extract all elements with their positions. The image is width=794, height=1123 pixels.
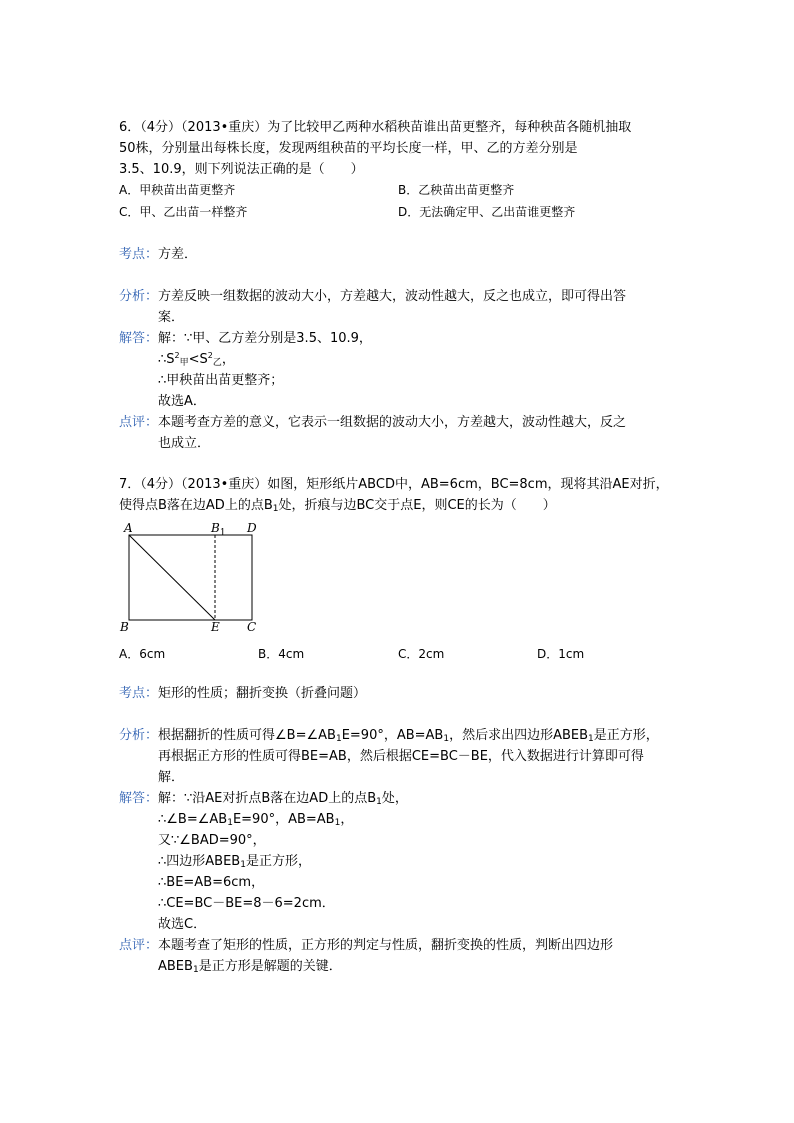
q7-option-c: C．2cm [398, 647, 445, 661]
subscript: 1 [443, 734, 450, 744]
label-e: E [211, 620, 220, 634]
kaodian-label: 考点： [119, 686, 159, 701]
q7-rectangle-figure [115, 520, 265, 635]
fold-line-ae [129, 535, 215, 620]
superscript: 2 [207, 351, 213, 360]
jieda-text: <S [188, 352, 208, 367]
label-b1: $B_1$ [211, 521, 226, 538]
subscript: 1 [192, 965, 199, 975]
q6-option-d: D．无法确定甲、乙出苗谁更整齐 [398, 205, 576, 219]
q7-stem-line: 7．（4分）（2013•重庆）如图，矩形纸片ABCD中，AB=6cm，BC=8cm，现将其沿AE对折， [119, 477, 669, 492]
question-6-stem [119, 117, 679, 180]
q7-option-a: A．6cm [119, 647, 166, 661]
kaodian-text: 矩形的性质；翻折变换（折叠问题） [158, 686, 367, 701]
jieda-text: ∴CE=BC－BE=8－6=2cm． [158, 896, 335, 911]
jieda-text: 故选A． [158, 394, 206, 409]
jieda-text: ∴∠B=∠AB [158, 812, 228, 827]
subscript: 1 [272, 504, 279, 514]
dianping-text: 是正方形是解题的关键． [198, 959, 342, 974]
fenxi-text: 再根据正方形的性质可得BE=AB，然后根据CE=BC－BE，代入数据进行计算即可得 [158, 749, 644, 764]
subscript: 1 [334, 818, 341, 828]
dianping-text: 本题考查方差的意义，它表示一组数据的波动大小，方差越大，波动性越大，反之 [158, 415, 627, 430]
jieda-text: 处， [381, 791, 408, 806]
q6-option-b: B．乙秧苗出苗更整齐 [398, 183, 515, 197]
question-7-stem [119, 474, 679, 516]
jieda-label: 解答： [119, 331, 159, 346]
fenxi-label: 分析： [119, 728, 159, 743]
dianping-text: 也成立． [158, 436, 211, 451]
subscript: 1 [588, 734, 594, 744]
q7-analysis [119, 725, 679, 977]
dianping-text: 本题考查了矩形的性质，正方形的判定与性质，翻折变换的性质，判断出四边形 [158, 938, 614, 953]
q6-analysis [119, 286, 679, 454]
fenxi-text: 根据翻折的性质可得∠B=∠AB [158, 728, 336, 743]
q7-option-d: D．1cm [537, 647, 585, 661]
q6-stem-line: 3.5、10.9，则下列说法正确的是（ ） [119, 162, 364, 177]
q6-kaodian [119, 244, 679, 265]
kaodian-label: 考点： [119, 247, 159, 262]
jieda-line [119, 851, 679, 872]
q7-stem-text: 使得点B落在边AD上的点B [119, 498, 273, 513]
rectangle-abcd [129, 535, 252, 620]
dianping-label: 点评： [119, 938, 159, 953]
fenxi-text: E=90°，AB=AB [341, 728, 444, 743]
jieda-text: ， [221, 352, 235, 367]
label-a: A [124, 521, 133, 535]
dianping-line [119, 956, 679, 977]
q7-stem-text: 处，折痕与边BC交于点E，则CE的长为（ ） [278, 498, 556, 513]
jieda-text: 解：∵甲、乙方差分别是3.5、10.9， [158, 331, 372, 346]
jieda-variance-line [119, 349, 679, 370]
jieda-text: ∴甲秧苗出苗更整齐； [158, 373, 284, 388]
subscript: 1 [376, 797, 382, 807]
q6-option-a: A．甲秧苗出苗更整齐 [119, 183, 236, 197]
label-b: B [120, 620, 129, 634]
q6-stem-line: 6．（4分）（2013•重庆）为了比较甲乙两种水稻秧苗谁出苗更整齐，每种秧苗各随机抽取 [119, 120, 632, 135]
jieda-text: 是正方形， [245, 854, 311, 869]
label-d: D [247, 521, 257, 535]
fenxi-text: 案． [158, 310, 185, 325]
subscript: 1 [335, 734, 342, 744]
jieda-text: 又∵∠BAD=90°， [158, 833, 266, 848]
fenxi-text: 解． [158, 770, 185, 785]
dianping-label: 点评： [119, 415, 159, 430]
subscript: 1 [240, 860, 246, 870]
q6-stem-line: 50株，分别量出每株长度，发现两组秧苗的平均长度一样，甲、乙的方差分别是 [119, 141, 578, 156]
subscript: 1 [227, 818, 233, 828]
jieda-line [119, 809, 679, 830]
kaodian-text: 方差． [158, 247, 198, 262]
fenxi-text: ，然后求出四边形ABEB [449, 728, 589, 743]
jieda-text: E=90°，AB=AB [232, 812, 335, 827]
fenxi-label: 分析： [119, 289, 159, 304]
fenxi-text: 方差反映一组数据的波动大小，方差越大，波动性越大，反之也成立，即可得出答 [158, 289, 627, 304]
jieda-text: ， [340, 812, 354, 827]
jieda-text: 故选C． [158, 917, 207, 932]
dianping-text: ABEB [158, 959, 193, 974]
jieda-text: ∴四边形ABEB [158, 854, 241, 869]
q7-option-b: B．4cm [258, 647, 305, 661]
q6-option-c: C．甲、乙出苗一样整齐 [119, 205, 248, 219]
subscript: 乙 [212, 358, 222, 368]
superscript: 2 [174, 351, 180, 360]
jieda-text: 解：∵沿AE对折点B落在边AD上的点B [158, 791, 377, 806]
q7-stem-line [119, 495, 679, 516]
jieda-label: 解答： [119, 791, 159, 806]
subscript: 甲 [179, 358, 189, 368]
jieda-text: ∴BE=AB=6cm， [158, 875, 265, 890]
q7-kaodian [119, 683, 679, 704]
jieda-text: ∴S [158, 352, 175, 367]
label-c: C [247, 620, 257, 634]
fenxi-text: 是正方形， [593, 728, 659, 743]
